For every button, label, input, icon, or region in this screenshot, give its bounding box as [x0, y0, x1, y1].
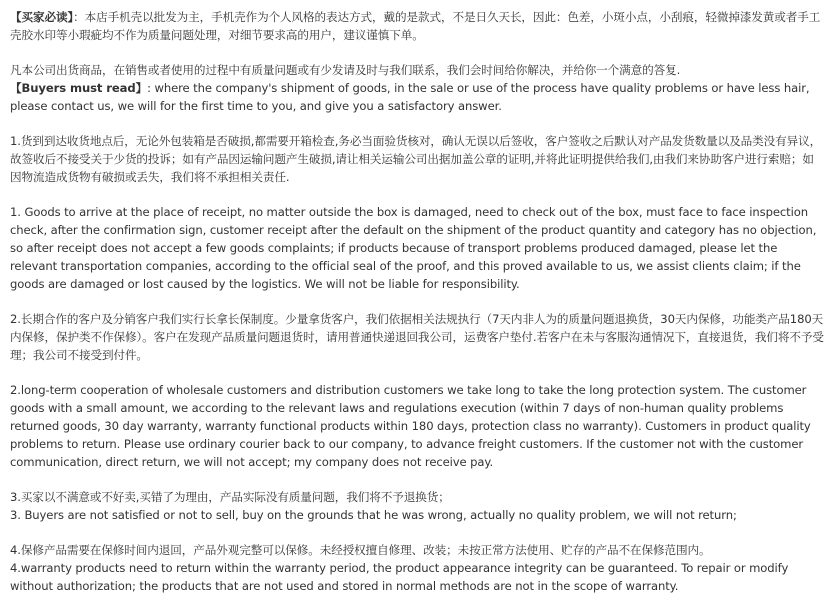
intro-en-paragraph — [10, 79, 825, 115]
buyer-notice-heading: 【买家必读】 — [10, 10, 74, 24]
clause-1-en: 1. Goods to arrive at the place of receipt, no matter outside the box is damaged, need to check out of the box, must face to face inspection check, after the confirmation sign, customer receipt after the default on the shipment of the product quantity and category has no objection, so after receipt does not accept a few goods complaints; if products because of transport problems produced damaged, please let the relevant transportation companies, according to the official seal of the proof, and this proved available to us, we assist clients claim; if the goods are damaged or lost caused by the logistics. We will not be liable for responsibility. — [10, 205, 817, 291]
clause-2-cn: 2.长期合作的客户及分销客户我们实行长拿长保制度。少量拿货客户，我们依据相关法规执行（7天内非人为的质量问题退换货，30天内保修，功能类产品180天内保修，保护类不作保修）。客户在发现产品质量问题退货时，请用普通快递退回我公司，运费客户垫付.若客户在未与客服沟通情况下，直接退货，我们将不予受理；我公司不接受到付件。 — [10, 312, 824, 362]
clause-4-en: 4.warranty products need to return within the warranty period, the product appearance integrity can be guaranteed. To repair or modify without authorization; the products that are not used and stored in normal methods are not in the scope of warranty. — [10, 561, 789, 593]
intro-en-text: : where the company's shipment of goods, in the sale or use of the process have quality problems or have less hair, please contact us, we will for the first time to you, and give you a satisfactory answer. — [10, 81, 810, 113]
clause-2-en: 2.long-term cooperation of wholesale customers and distribution customers we take long to take the long protection system. The customer goods with a small amount, we according to the relevant laws and regulations execution (within 7 days of non-human quality problems returned goods, 30 day warranty, warranty functional products within 180 days, protection class no warranty). Customers in product quality problems to return. Please use ordinary courier back to our company, to advance freight customers. If the customer not with the customer communication, direct return, we will not accept; my company does not receive pay. — [10, 383, 811, 469]
clause-1-cn: 1.货到到达收货地点后，无论外包装箱是否破损,都需要开箱检查,务必当面验货核对，确认无误以后签收，客户签收之后默认对产品发货数量以及品类没有异议，故签收后不接受关于少货的投诉；如有产品因运输问题产生破损,请让相关运输公司出据加盖公章的证明,并将此证明提供给我们,由我们来协助客户进行索赔；如因物流造成货物有破损或丢失，我们将不承担相关责任. — [10, 134, 822, 184]
clause-3-cn: 3.买家以不满意或不好卖,买错了为理由，产品实际没有质量问题，我们将不予退换货； — [10, 490, 450, 504]
clause-3-en: 3. Buyers are not satisfied or not to sell, buy on the grounds that he was wrong, actually no quality problem, we will not return; — [10, 508, 737, 522]
intro-en-heading: 【Buyers must read】 — [10, 81, 148, 95]
intro-cn-paragraph: 凡本公司出货商品，在销售或者使用的过程中有质量问题或有少发请及时与我们联系，我们会时间给你解决，并给你一个满意的答复. — [10, 63, 681, 77]
buyer-notice-text: ：本店手机壳以批发为主，手机壳作为个人风格的表达方式，戴的是款式，不是日久天长，因此：色差，小斑小点，小刮痕，轻微掉漆发黄或者手工壳胶水印等小瑕疵均不作为质量问题处理，对细节要求高的用户，建议谨慎下单。 — [10, 10, 821, 42]
buyer-notice-paragraph — [10, 8, 825, 44]
clause-4-cn: 4.保修产品需要在保修时间内退回，产品外观完整可以保修。未经授权擅自修理、改装；未按正常方法使用、贮存的产品不在保修范围内。 — [10, 543, 711, 557]
